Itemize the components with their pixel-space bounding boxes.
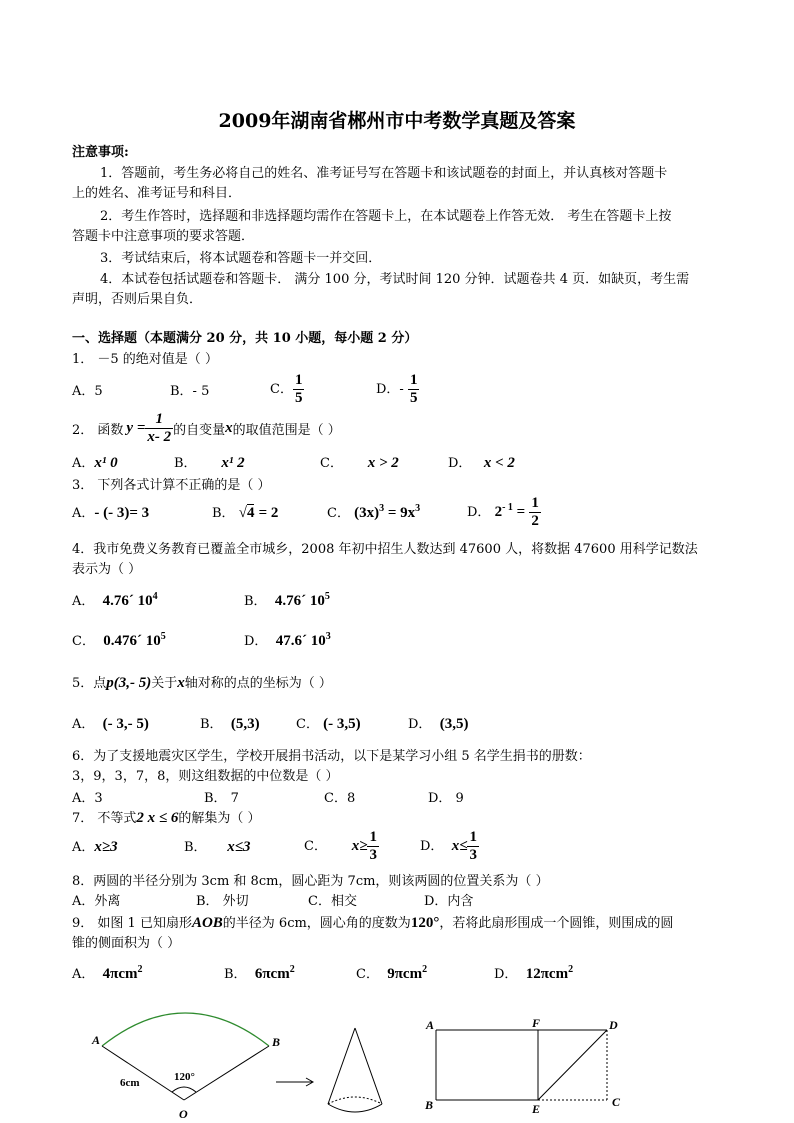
arrow-icon bbox=[276, 1078, 313, 1086]
q5-options bbox=[72, 713, 468, 733]
notice-line: 2．考生作答时，选择题和非选择题均需作在答题卡上，在本试题卷上作答无效． 考生在答题卡上按 bbox=[100, 209, 672, 224]
question-stem: 3，9，3，7，8，则这组数据的中位数是（ ） bbox=[72, 769, 339, 784]
option-b: B． 外切 bbox=[196, 894, 249, 909]
option-a: A．x≥3 bbox=[72, 839, 118, 855]
option-d: D．- $\frac{1}{5}$ bbox=[376, 371, 418, 406]
fraction: $\frac{1}{3}$ bbox=[369, 828, 377, 863]
notice-line: 1．答题前，考生务必将自己的姓名、准考证号写在答题卡和该试题卷的封面上，并认真核对答题卡 bbox=[100, 166, 668, 181]
question-stem: 4．我市免费义务教育已覆盖全市城乡，2008 年初中招生人数达到 47600 人，将数据 47600 用科学记数法 bbox=[72, 542, 698, 557]
option-a: A．x¹ 0 bbox=[72, 455, 118, 471]
option-d: D． x < 2 bbox=[448, 455, 515, 471]
question-stem: 5．点p(3,- 5)关于x轴对称的点的坐标为（ ） bbox=[72, 675, 332, 691]
fraction: $\frac{1}{3}$ bbox=[469, 828, 477, 863]
q4-options-ab bbox=[72, 590, 330, 610]
q7-options bbox=[72, 826, 479, 866]
question-stem: 9． 如图 1 已知扇形AOB的半径为 6cm，圆心角的度数为120°，若将此扇形围成一个圆锥，则围成的圆 bbox=[72, 915, 674, 931]
option-c: C． (- 3,5) bbox=[296, 716, 361, 732]
figures bbox=[0, 1000, 794, 1123]
option-b: B． 4.76´ $10^5$ bbox=[244, 591, 330, 609]
q9-options bbox=[72, 963, 573, 983]
option-d: D． x≤ $\frac{1}{3}$ bbox=[420, 828, 477, 863]
label-a: A bbox=[426, 1018, 435, 1032]
page-title: 2009年湖南省郴州市中考数学真题及答案 bbox=[218, 110, 576, 132]
option-b: B． √4 = 2 bbox=[212, 505, 279, 521]
label-d: D bbox=[609, 1018, 618, 1032]
sector-arc bbox=[102, 1013, 269, 1046]
option-d: D． 47.6´ $10^3$ bbox=[244, 631, 331, 649]
section-heading: 一、选择题（本题满分 20 分，共 10 小题，每小题 2 分） bbox=[72, 331, 418, 346]
label-a: A bbox=[92, 1033, 101, 1047]
option-c: C． 0.476´ $10^5$ bbox=[72, 631, 166, 649]
question-stem: 7． 不等式2 x ≤ 6的解集为（ ） bbox=[72, 810, 261, 826]
notice-line: 3．考试结束后，将本试题卷和答题卡一并交回． bbox=[100, 251, 382, 266]
label-b: B bbox=[425, 1098, 434, 1112]
angle-arc bbox=[172, 1087, 196, 1092]
q8-options bbox=[72, 890, 473, 909]
option-b: B． (5,3) bbox=[200, 716, 260, 732]
option-a: A． 4πcm$^2$ bbox=[72, 964, 143, 982]
label-e: E bbox=[532, 1102, 541, 1116]
option-b: B． 6πcm$^2$ bbox=[224, 964, 295, 982]
label-radius: 6cm bbox=[120, 1077, 140, 1089]
option-a: A． (- 3,- 5) bbox=[72, 716, 149, 732]
label-angle: 120° bbox=[174, 1071, 195, 1083]
label-o: O bbox=[179, 1107, 188, 1121]
fraction: $\frac{1}{5}$ bbox=[409, 371, 418, 406]
q2-options bbox=[72, 452, 515, 472]
option-c: C． x > 2 bbox=[320, 455, 399, 471]
option-c: C． $\frac{1}{5}$ bbox=[270, 371, 303, 406]
rectangle-figure bbox=[424, 1016, 621, 1116]
option-a: A．5 bbox=[72, 383, 103, 399]
notice-line: 4．本试卷包括试题卷和答题卡． 满分 100 分，考试时间 120 分钟．试题卷共 4 页．如缺页，考生需 bbox=[100, 272, 690, 287]
cone-figure bbox=[328, 1028, 382, 1112]
sector-radius-b bbox=[184, 1046, 269, 1100]
notice-heading: 注意事项: bbox=[72, 145, 129, 160]
option-b: B．- 5 bbox=[170, 383, 210, 399]
option-c: C．相交 bbox=[308, 894, 357, 909]
sector-radius-a bbox=[102, 1046, 184, 1100]
option-a: A．外离 bbox=[72, 894, 121, 909]
sector-figure bbox=[91, 1013, 280, 1121]
label-c: C bbox=[612, 1095, 621, 1109]
option-a: A．- (- 3)= 3 bbox=[72, 505, 150, 521]
q1-options bbox=[72, 368, 419, 410]
option-a: A．3 bbox=[72, 791, 103, 806]
question-stem: 3． 下列各式计算不正确的是（ ） bbox=[72, 478, 271, 493]
option-a: A． 4.76´ $10^4$ bbox=[72, 591, 158, 609]
option-d: D． 9 bbox=[428, 791, 464, 806]
q3-options bbox=[72, 492, 541, 532]
label-b: B bbox=[272, 1035, 281, 1049]
question-stem: 6．为了支援地震灾区学生，学校开展捐书活动，以下是某学习小组 5 名学生捐书的册数： bbox=[72, 749, 591, 764]
option-c: C．8 bbox=[324, 791, 356, 806]
option-d: D． 12πcm$^2$ bbox=[494, 964, 574, 982]
question-stem: 2． 函数 y = $\frac{1}{x- 2}$ 的自变量 x 的取值范围是（ ） bbox=[72, 410, 341, 445]
question-stem: 1． －5 的绝对值是（ ） bbox=[72, 352, 218, 367]
option-d: D．内含 bbox=[424, 894, 474, 909]
label-f: F bbox=[532, 1016, 541, 1030]
fraction: $\frac{1}{x- 2}$ bbox=[147, 410, 172, 445]
option-c: C． 9πcm$^2$ bbox=[356, 964, 428, 982]
q4-options-cd bbox=[72, 630, 331, 650]
notice-line: 答题卡中注意事项的要求答题． bbox=[72, 229, 255, 244]
question-stem: 8．两圆的半径分别为 3cm 和 8cm，圆心距为 7cm，则该两圆的位置关系为（ ） bbox=[72, 874, 549, 889]
fraction: $\frac{1}{5}$ bbox=[294, 371, 303, 406]
notice-line: 上的姓名、准考证号和科目． bbox=[72, 186, 242, 201]
question-stem: 锥的侧面积为（ ） bbox=[72, 936, 181, 951]
option-b: B． 7 bbox=[204, 791, 239, 806]
option-c: C． $(3x)^3 = 9x^3$ bbox=[327, 503, 421, 521]
option-d: D． $2^{- 1}$ = $\frac{1}{2}$ bbox=[467, 494, 539, 529]
option-b: B． x≤3 bbox=[184, 839, 251, 855]
question-stem: 表示为（ ） bbox=[72, 562, 142, 577]
option-d: D． (3,5) bbox=[408, 716, 469, 732]
q6-options bbox=[72, 787, 464, 806]
option-c: C． x≥ $\frac{1}{3}$ bbox=[304, 828, 377, 863]
fraction: $\frac{1}{2}$ bbox=[531, 494, 539, 529]
option-b: B． x¹ 2 bbox=[174, 455, 245, 471]
notice-line: 声明，否则后果自负． bbox=[72, 292, 203, 307]
